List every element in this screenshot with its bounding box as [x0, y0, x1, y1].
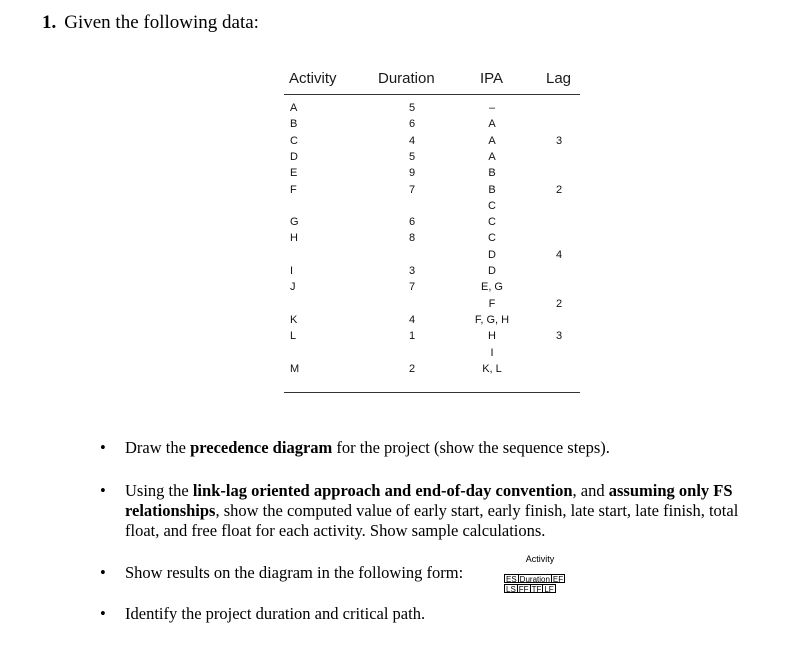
header-rule [284, 94, 580, 95]
table-cell-duration: 6 [408, 216, 416, 229]
table-cell-activity: C [290, 134, 298, 147]
header-duration: Duration [378, 70, 435, 87]
table-cell-duration: 5 [408, 150, 416, 163]
node-duration: Duration [519, 575, 550, 584]
table-cell-activity: K [290, 313, 298, 326]
table-cell-activity: D [290, 150, 298, 163]
question-intro: Given the following data: [64, 12, 259, 33]
table-cell-duration: 5 [408, 102, 416, 114]
table-cell-activity: B [290, 118, 298, 131]
table-cell-activity: F [290, 183, 297, 196]
node-ef: EF [552, 575, 564, 584]
table-cell-duration: 4 [408, 134, 416, 147]
question-heading [42, 12, 259, 34]
table-cell-ipa: – [488, 102, 496, 114]
node-ls: LS [506, 585, 516, 594]
node-ff: FF [518, 585, 529, 594]
table-cell-duration: 1 [408, 330, 416, 343]
table-cell-activity: J [290, 281, 296, 294]
node-es: ES [506, 575, 517, 584]
table-cell-ipa: B [488, 167, 496, 180]
footer-rule [284, 392, 580, 393]
header-activity: Activity [289, 70, 337, 87]
node-legend-row-top [504, 574, 564, 583]
table-cell-lag: 3 [555, 330, 563, 343]
table-cell-duration: 6 [408, 118, 416, 131]
table-cell-activity: E [290, 167, 298, 180]
table-cell-duration: 8 [408, 232, 416, 245]
table-cell-lag: 3 [555, 134, 563, 147]
table-cell-ipa: C [488, 216, 496, 229]
node-tf: TF [531, 585, 542, 594]
node-legend-row-bottom [504, 584, 555, 593]
table-cell-ipa: K, L [482, 362, 502, 375]
table-cell-duration: 7 [408, 281, 416, 294]
table-cell-ipa: A [488, 118, 496, 131]
header-ipa: IPA [480, 70, 504, 87]
table-cell-ipa: H [488, 330, 496, 343]
table-cell-ipa: C [488, 199, 496, 212]
table-cell-ipa: D [488, 248, 496, 261]
table-cell-duration: 2 [408, 362, 416, 375]
table-cell-ipa: D [488, 265, 496, 277]
table-cell-activity: G [290, 216, 299, 229]
table-cell-ipa: F [488, 297, 496, 310]
table-cell-activity: H [290, 232, 298, 245]
table-cell-ipa: C [488, 232, 496, 245]
table-cell-activity: I [290, 265, 294, 277]
table-cell-duration: 9 [408, 167, 416, 180]
table-cell-lag: 4 [555, 248, 563, 261]
table-cell-duration: 3 [408, 265, 416, 277]
table-cell-ipa: F, G, H [474, 313, 510, 326]
table-cell-duration: 7 [408, 183, 416, 196]
table-cell-ipa: B [488, 183, 496, 196]
node-lf: LF [544, 585, 554, 594]
table-cell-lag: 2 [555, 183, 563, 196]
table-cell-duration: 4 [408, 313, 416, 326]
header-lag: Lag [546, 70, 572, 87]
node-legend-title: Activity [525, 554, 555, 564]
table-cell-activity: L [290, 330, 297, 343]
table-cell-ipa: I [490, 346, 494, 359]
table-cell-activity: A [290, 102, 298, 114]
table-cell-activity: M [290, 362, 300, 375]
table-cell-ipa: A [488, 134, 496, 147]
table-cell-ipa: A [488, 150, 496, 163]
question-number: 1. [42, 12, 57, 33]
table-cell-lag: 2 [555, 297, 563, 310]
table-cell-ipa: E, G [480, 281, 503, 294]
